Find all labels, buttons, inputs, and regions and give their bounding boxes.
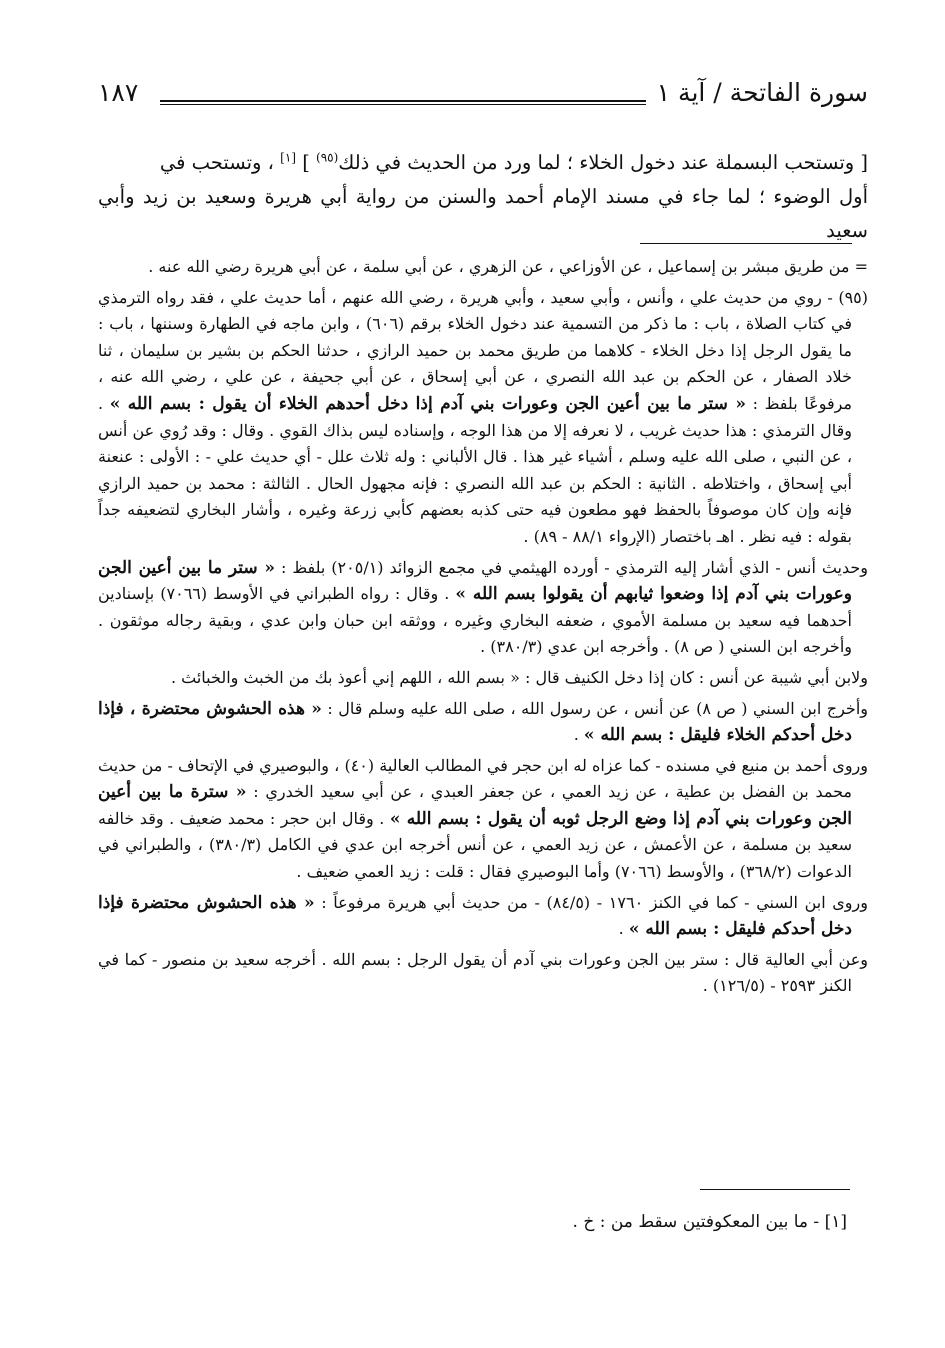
surah-title: سورة الفاتحة / آية ١ <box>656 78 868 107</box>
hadith-quote: « ستر ما بين أعين الجن وعورات بني آدم إذا وضعوا ثيابهم أن يقولوا بسم الله » <box>98 557 852 605</box>
footnote-ref-95: (٩٥) <box>316 150 339 165</box>
footnote-abu-hurayra: وروى ابن السني - كما في الكنز ١٧٦٠ - (٨٤/٥) - من حديث أبي هريرة مرفوعاً : « هذه الحشوش محتضرة فإذا دخل أحدكم فليقل : بسم الله » . <box>98 892 868 940</box>
header-rule <box>160 100 646 105</box>
footnote-anas: وحديث أنس - الذي أشار إليه الترمذي - أورده الهيثمي في مجمع الزوائد (٢٠٥/١) بلفظ : « ستر ما بين أعين الجن وعورات بني آدم إذا وضعوا ثيابهم أن يقولوا بسم الله » . وقال : رواه الطبراني في الأوسط (٧٠٦٦) بإسنادين أحدهما فيه سعيد بن مسلمة الأموي ، ضعفه البخاري وغيره ، ووثقه ابن حبان وابن عدي ، وبقية رجاله موثقون . وأخرجه ابن السني ( ص ٨) . وأخرجه ابن عدي (٣٨٠/٣) . <box>98 557 869 657</box>
footnote-ibn-abi-shayba: ولابن أبي شيبة عن أنس : كان إذا دخل الكنيف قال : « بسم الله ، اللهم إني أعوذ بك من الخبث والخبائث . <box>170 667 868 687</box>
main-text <box>98 146 868 248</box>
note-separator <box>700 1189 850 1190</box>
hadith-quote: « سترة ما بين أعين الجن وعورات بني آدم إذا وضع الرجل ثوبه أن يقول : بسم الله » <box>98 782 853 829</box>
footnote-ibn-sunni: وأخرج ابن السني ( ص ٨) عن أنس ، عن رسول الله ، صلى الله عليه وسلم قال : « هذه الحشوش محتضرة ، فإذا دخل أحدكم الخلاء فليقل : بسم الله » . <box>98 698 868 746</box>
page-header <box>98 74 868 114</box>
footnote-abu-aliya: وعن أبي العالية قال : ستر بين الجن وعورات بني آدم أن يقول الرجل : بسم الله . أخرجه سعيد بن منصور - كما في الكنز ٢٥٩٣ - (١٢٦/٥) . <box>98 949 868 996</box>
footnote-separator <box>640 243 852 244</box>
editor-note: [١] - ما بين المعكوفتين سقط من : خ . <box>572 1212 847 1232</box>
hadith-quote: « هذه الحشوش محتضرة ، فإذا دخل أحدكم الخلاء فليقل : بسم الله » <box>98 698 852 746</box>
main-line-2: أول الوضوء ؛ لما جاء في مسند الإمام أحمد والسنن من رواية أبي هريرة وسعيد بن زيد وأبي سعيد <box>98 185 868 242</box>
main-line-1: [ وتستحب البسملة عند دخول الخلاء ؛ لما ورد من الحديث في ذلك$^{(٩٥)}$ ] [١] ، وتستحب في <box>159 150 868 174</box>
footnotes <box>98 254 868 1004</box>
footnote-continuation: = من طريق مبشر بن إسماعيل ، عن الأوزاعي ، عن الزهري ، عن أبي سلمة ، عن أبي هريرة رضي الله عنه . <box>148 257 868 276</box>
page-number: ١٨٧ <box>98 78 139 107</box>
note-ref-1: [١] <box>280 150 296 165</box>
footnote-95: (٩٥) - روي من حديث علي ، وأنس ، وأبي سعيد ، وأبي هريرة ، رضي الله عنهم ، أما حديث علي ، فقد رواه الترمذي في كتاب الصلاة ، باب : ما ذكر من التسمية عند دخول الخلاء برقم (٦٠٦) ، وابن ماجه في الطهارة وسننها ، باب : ما يقول الرجل إذا دخل الخلاء - كلاهما من طريق محمد بن حميد الرازي ، حدثنا الحكم بن بشير بن سليمان ، ثنا خلاد الصفار ، عن الحكم بن عبد الله النصري ، عن أبي إسحاق ، عن أبي جحيفة ، عن علي ، رضي الله عنه ، مرفوعًا بلفظ : « ستر ما بين أعين الجن وعورات بني آدم إذا دخل أحدهم الخلاء أن يقول : بسم الله » . وقال الترمذي : هذا حديث غريب ، لا نعرفه إلا من هذا الوجه ، وإسناده ليس بذاك القوي . وقال : وقد رُوي عن أنس ، عن النبي ، صلى الله عليه وسلم ، أشياء غير هذا . قال الألباني : وله ثلاث علل - أي حديث علي - : الأولى : عنعنة أبي إسحاق ، واختلاطه . الثانية : الحكم بن عبد الله النصري : فإنه مجهول الحال . الثالثة : محمد بن حميد الرازي فإنه وإن كان موصوفاً بالحفظ فهو مطعون فيه حتى كذبه بعضهم كأبي زرعة وغيره ، وأشار البخاري لتضعيفه جداً بقوله : فيه نظر . اهـ باختصار (الإرواء ٨٨/١ - ٨٩) . <box>98 287 868 546</box>
hadith-quote: « ستر ما بين أعين الجن وعورات بني آدم إذا دخل أحدهم الخلاء أن يقول : بسم الله » <box>109 393 746 414</box>
hadith-quote: « هذه الحشوش محتضرة فإذا دخل أحدكم فليقل : بسم الله » <box>98 892 852 940</box>
footnote-ahmad-ibn-mani: وروى أحمد بن منيع في مسنده - كما عزاه له ابن حجر في المطالب العالية (٤٠) ، والبوصيري في الإتحاف - من حديث محمد بن الفضل بن عطية ، عن زيد العمي ، عن جعفر العبدي ، عن أبي سعيد الخدري : « سترة ما بين أعين الجن وعورات بني آدم إذا وضع الرجل ثوبه أن يقول : بسم الله » . وقال ابن حجر : محمد ضعيف . وقد خالفه سعيد بن مسلمة ، عن الأعمش ، عن زيد العمي ، عن أنس أخرجه ابن عدي في الكامل (٣٨٠/٣) ، والطبراني في الدعوات (٣٦٨/٢) ، والأوسط (٧٠٦٦) وأما البوصيري فقال : قلت : زيد العمي ضعيف . <box>98 755 868 882</box>
